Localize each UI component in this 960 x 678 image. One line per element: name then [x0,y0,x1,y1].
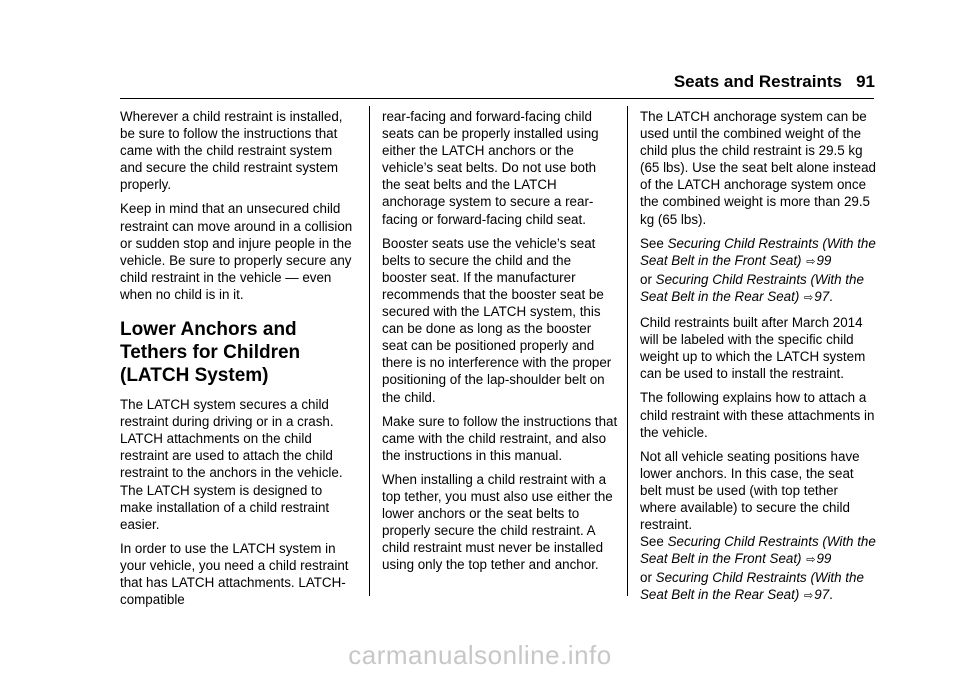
watermark: carmanualsonline.info [348,640,612,670]
reference-link[interactable]: Securing Child Restraints (With the Seat Belt in the Rear Seat) [640,271,864,304]
reference-page[interactable]: 97 [814,288,830,304]
paragraph: rear-facing and forward-facing child seats can be properly installed using either the LATCH anchors or the vehicle’s seat belts. Do not use both the seat belts and the LATCH anchorage system to secure a rear-facing or forward-facing child seat. [382,109,599,227]
column-3 [640,108,876,613]
reference-page[interactable]: 97 [814,587,830,603]
section-heading: Lower Anchors and Tethers for Children (LATCH System) [120,319,301,387]
paragraph: Make sure to follow the instructions that came with the child restraint, and also the instructions in this manual. [382,413,618,463]
paragraph: Keep in mind that an unsecured child restraint can move around in a collision or sudden stop and injure people in the vehicle. Be sure to properly secure any child restraint in the vehicle — even when no child is in it. [120,201,353,302]
paragraph: Wherever a child restraint is installed, be sure to follow the instructions that came with the child restraint system and secure the child restraint system properly. [120,109,343,193]
page-ref-arrow-icon: ⇨ [804,291,814,304]
column-1 [120,108,356,615]
cross-reference: See Securing Child Restraints (With the Seat Belt in the Front Seat) ⇨99 or Securing Child Restraints (With the Seat Belt in the Rear Seat) ⇨97. [640,235,876,304]
page-number: 91 [856,72,875,91]
paragraph: The following explains how to attach a child restraint with these attachments in the vehicle. [640,390,875,440]
page-ref-arrow-icon: ⇨ [804,590,814,603]
see-label: See [640,235,664,251]
page-header [0,0,960,100]
paragraph: Not all vehicle seating positions have lower anchors. In this case, the seat belt must be used (with top tether where available) to secure the child restraint. [640,448,860,533]
paragraph: In order to use the LATCH system in your vehicle, you need a child restraint that has LATCH attachments. LATCH-compatible [120,540,349,608]
reference-page[interactable]: 99 [816,551,832,567]
paragraph: Child restraints built after March 2014 will be labeled with the specific child weight up to which the LATCH system can be used to install the restraint. [640,315,866,382]
cross-reference: See Securing Child Restraints (With the Seat Belt in the Front Seat) ⇨99 or Securing Child Restraints (With the Seat Belt in the Rear Seat) ⇨97. [640,534,876,603]
reference-link[interactable]: Securing Child Restraints (With the Seat Belt in the Front Seat) [640,534,876,567]
see-label: See [640,534,664,550]
paragraph: The LATCH anchorage system can be used until the combined weight of the child plus the child restraint is 29.5 kg (65 lbs). Use the seat belt alone instead of the LATCH anchorage system once the combined weight is more than 29.5 kg (65 lbs). [640,109,876,227]
paragraph: The LATCH system secures a child restraint during driving or in a crash. LATCH attachments on the child restraint are used to attach the child restraint to the anchors in the vehicle. The LATCH system is designed to make installation of a child restraint easier. [120,397,343,532]
reference-page[interactable]: 99 [816,252,832,268]
column-divider [627,106,628,596]
or-label: or [640,570,652,586]
page-ref-arrow-icon: ⇨ [806,255,816,268]
paragraph: Booster seats use the vehicle’s seat belts to secure the child and the booster seat. If the manufacturer recommends that the booster seat be secured with the LATCH system, this can be done as long as the booster seat can be positioned properly and there is no interference with the proper positioning of the lap-shoulder belt on the child. [382,235,612,405]
reference-link[interactable]: Securing Child Restraints (With the Seat Belt in the Front Seat) [640,235,876,268]
header-rule [120,98,874,99]
running-title: Seats and Restraints [673,72,842,91]
paragraph: When installing a child restraint with a top tether, you must also use either the lower anchors or the seat belts to properly secure the child restraint. A child restraint must never be installed using only the top tether and anchor. [382,471,613,573]
reference-link[interactable]: Securing Child Restraints (With the Seat Belt in the Rear Seat) [640,570,864,603]
page-ref-arrow-icon: ⇨ [806,554,816,567]
column-divider [369,106,370,596]
or-label: or [640,271,652,287]
column-2 [382,108,618,580]
